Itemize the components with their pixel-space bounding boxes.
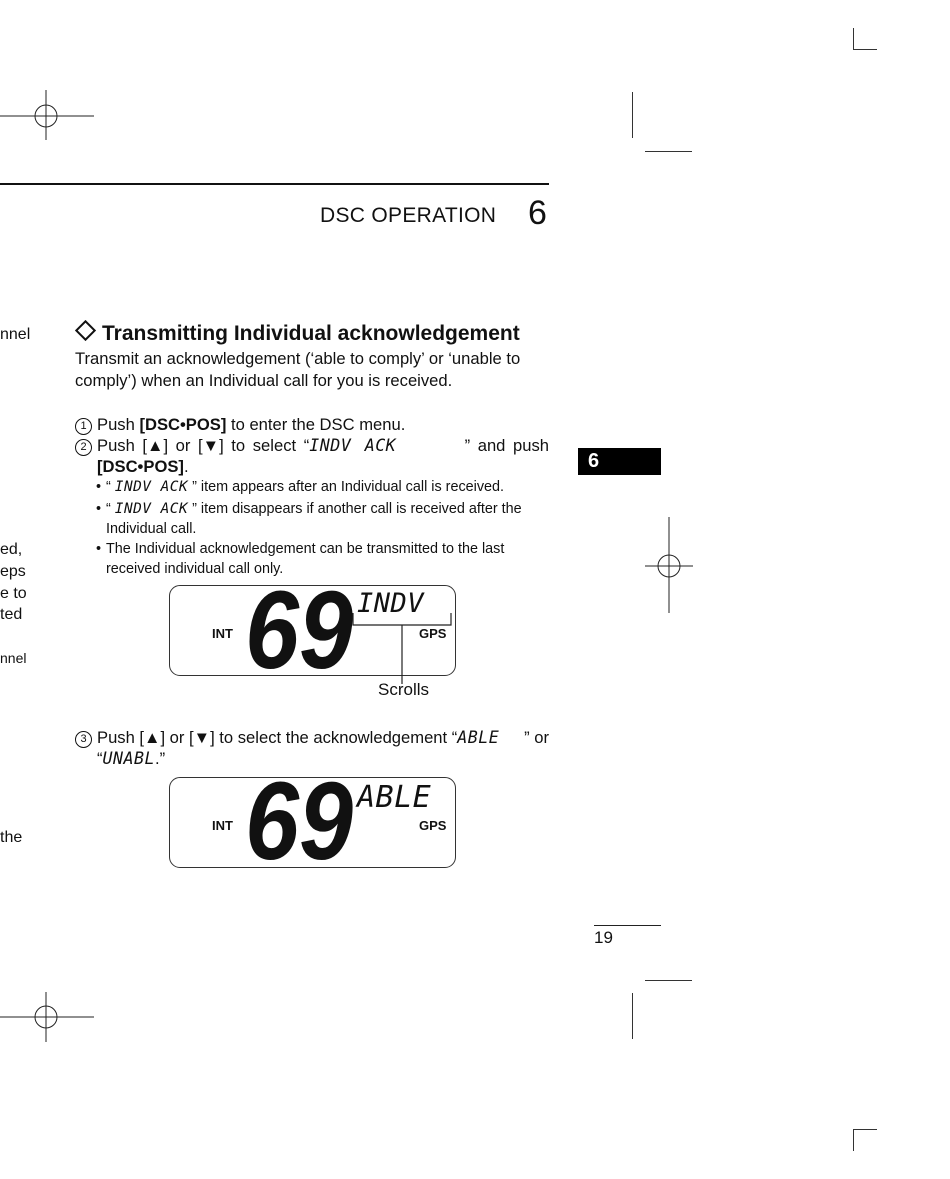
crop-mark <box>853 1129 854 1151</box>
channel-number <box>245 760 365 883</box>
step-text: Push [▲] or [▼] to select “ <box>97 436 310 455</box>
bullet-text: ” item appears after an Individual call is received. <box>188 479 505 495</box>
chapter-tab <box>578 448 661 475</box>
step-text: . <box>183 457 189 476</box>
bullet-item: • The Individual acknowledgement can be transmitted to the last received individual call only. <box>96 540 549 579</box>
step-text: Push [▲] or [▼] to select the acknowledgement “ <box>97 728 458 747</box>
step-marker: 3 <box>75 731 92 748</box>
registration-mark-icon <box>0 90 100 142</box>
channel-digits: 69 <box>245 569 353 692</box>
step-2 <box>75 435 549 477</box>
crop-mark <box>853 49 877 50</box>
channel-number <box>245 569 365 692</box>
section-title: DSC OPERATION <box>320 204 497 227</box>
lcd-term: INDV ACK <box>114 479 189 495</box>
step-text: to enter the DSC menu. <box>226 415 406 434</box>
margin-fragment: e to <box>0 585 27 602</box>
gps-indicator: GPS <box>419 818 447 833</box>
int-indicator: INT <box>212 818 233 833</box>
crop-mark <box>853 1129 877 1130</box>
margin-fragment: ted <box>0 606 23 623</box>
margin-fragment: eps <box>0 563 26 580</box>
margin-fragment: nnel <box>0 326 31 343</box>
step-text: .” <box>154 749 166 768</box>
subsection-heading <box>75 322 520 346</box>
step-text: ” or <box>524 728 549 747</box>
chapter-tab-label: 6 <box>588 450 600 472</box>
registration-mark-icon <box>0 992 100 1044</box>
section-number: 6 <box>528 194 547 232</box>
intro-paragraph: Transmit an acknowledgement (‘able to comply’ or ‘unable to comply’) when an Individual call for you is received. <box>75 349 521 390</box>
step-marker: 2 <box>75 439 92 456</box>
crop-mark <box>632 92 633 138</box>
diamond-icon <box>75 320 96 341</box>
int-indicator: INT <box>212 626 233 641</box>
step-1 <box>75 414 549 435</box>
lcd-text: INDV <box>357 588 425 619</box>
registration-mark-icon <box>640 517 700 615</box>
crop-mark <box>853 28 854 50</box>
channel-digits: 69 <box>245 760 353 883</box>
bullet-item: • “ INDV ACK ” item disappears if another call is received after the Individual call. <box>96 501 522 537</box>
quote-mark: “ <box>97 749 103 768</box>
key-name: [DSC•POS] <box>139 415 227 434</box>
step-text: Push <box>97 415 140 434</box>
step-text: ” and push <box>464 436 549 455</box>
bullet-text: The Individual acknowledgement can be transmitted to the last received individual call only. <box>106 541 505 577</box>
margin-fragment: nnel <box>0 650 27 666</box>
lcd-text: ABLE <box>357 780 432 815</box>
step-marker: 1 <box>75 418 92 435</box>
page-number-rule <box>594 925 661 926</box>
crop-mark <box>645 980 692 981</box>
header-rule <box>0 183 549 185</box>
lcd-term: UNABL <box>102 749 155 768</box>
crop-mark <box>645 151 692 152</box>
crop-mark <box>632 993 633 1039</box>
page-number: 19 <box>594 928 613 947</box>
bullet-item: • “ INDV ACK ” item appears after an Individual call is received. <box>96 479 505 495</box>
scrolls-caption: Scrolls <box>378 680 430 699</box>
key-name: [DSC•POS] <box>97 457 184 476</box>
lcd-term: INDV ACK <box>309 436 397 455</box>
quote-mark: “ <box>106 501 115 517</box>
subsection-title: Transmitting Individual acknowledgement <box>102 322 520 345</box>
margin-fragment: ed, <box>0 541 23 558</box>
quote-mark: “ <box>106 479 115 495</box>
margin-fragment: the <box>0 829 23 846</box>
gps-indicator: GPS <box>419 626 447 641</box>
lcd-term: INDV ACK <box>114 501 189 517</box>
lcd-term: ABLE <box>457 728 500 747</box>
bullet-text: ” item disappears if another call is received after the Individual call. <box>106 501 522 537</box>
